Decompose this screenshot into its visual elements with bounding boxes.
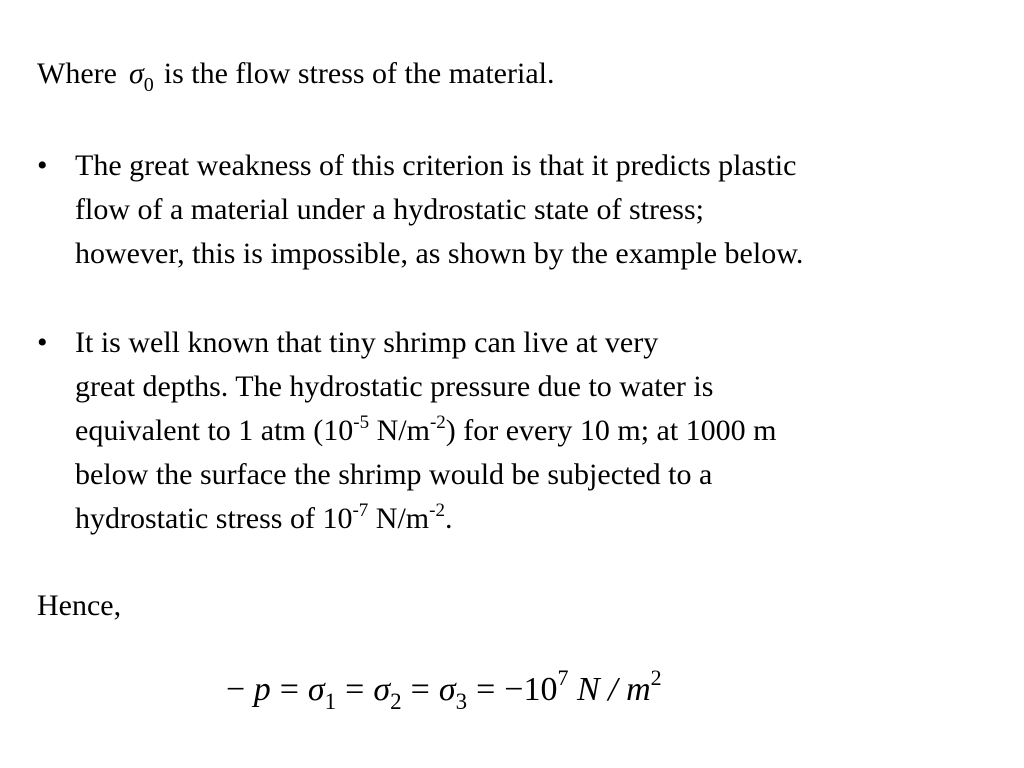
bullet-icon: •: [37, 149, 48, 182]
eq-m: $m^2$: [626, 665, 662, 708]
superscript: -2: [429, 412, 446, 433]
superscript: -5: [353, 412, 370, 433]
sigma-zero-symbol: $\sigma_0$: [128, 57, 154, 96]
intro-sentence: [37, 56, 555, 96]
stress-equation: [226, 665, 662, 714]
intro-where: Where: [37, 57, 117, 90]
bullet2-line4: below the surface the shrimp would be subjected to a: [75, 458, 713, 491]
bullet2-line2: great depths. The hydrostatic pressure due to water is: [75, 370, 714, 403]
eq-p: p: [253, 671, 271, 708]
intro-description: is the flow stress of the material.: [163, 57, 555, 90]
eq-N: N: [576, 671, 600, 708]
eq-sigma2: $\sigma_2$: [373, 671, 402, 714]
eq-sigma1: $\sigma_1$: [307, 671, 337, 714]
eq-equals: =: [345, 671, 365, 708]
bullet2-line1: It is well known that tiny shrimp can live at very: [75, 326, 659, 359]
bullet2-line5: hydrostatic stress of $10^{-7}$ $N/m^{-2}$.: [75, 500, 453, 535]
eq-slash: /: [608, 671, 618, 708]
bullet1-line3: however, this is impossible, as shown by the example below.: [75, 237, 804, 270]
bullet1-line2: flow of a material under a hydrostatic state of stress;: [75, 193, 704, 226]
bullet-icon: •: [37, 326, 48, 359]
eq-sigma3: $\sigma_3$: [438, 671, 468, 714]
hence-text: Hence,: [37, 589, 122, 622]
eq-equals: =: [279, 671, 299, 708]
eq-minus: −: [226, 671, 246, 708]
bullet2-line3: equivalent to 1 atm ($10^{-5}$ $N/m^{-2}$) for every 10 m; at 1000 m: [75, 412, 777, 447]
eq-equals: =: [476, 671, 496, 708]
eq-equals: =: [410, 671, 430, 708]
eq-value: $-10^7$: [504, 665, 569, 708]
bullet1-line1: The great weakness of this criterion is that it predicts plastic: [75, 149, 797, 182]
superscript: -2: [429, 500, 445, 521]
superscript: -7: [352, 500, 369, 521]
